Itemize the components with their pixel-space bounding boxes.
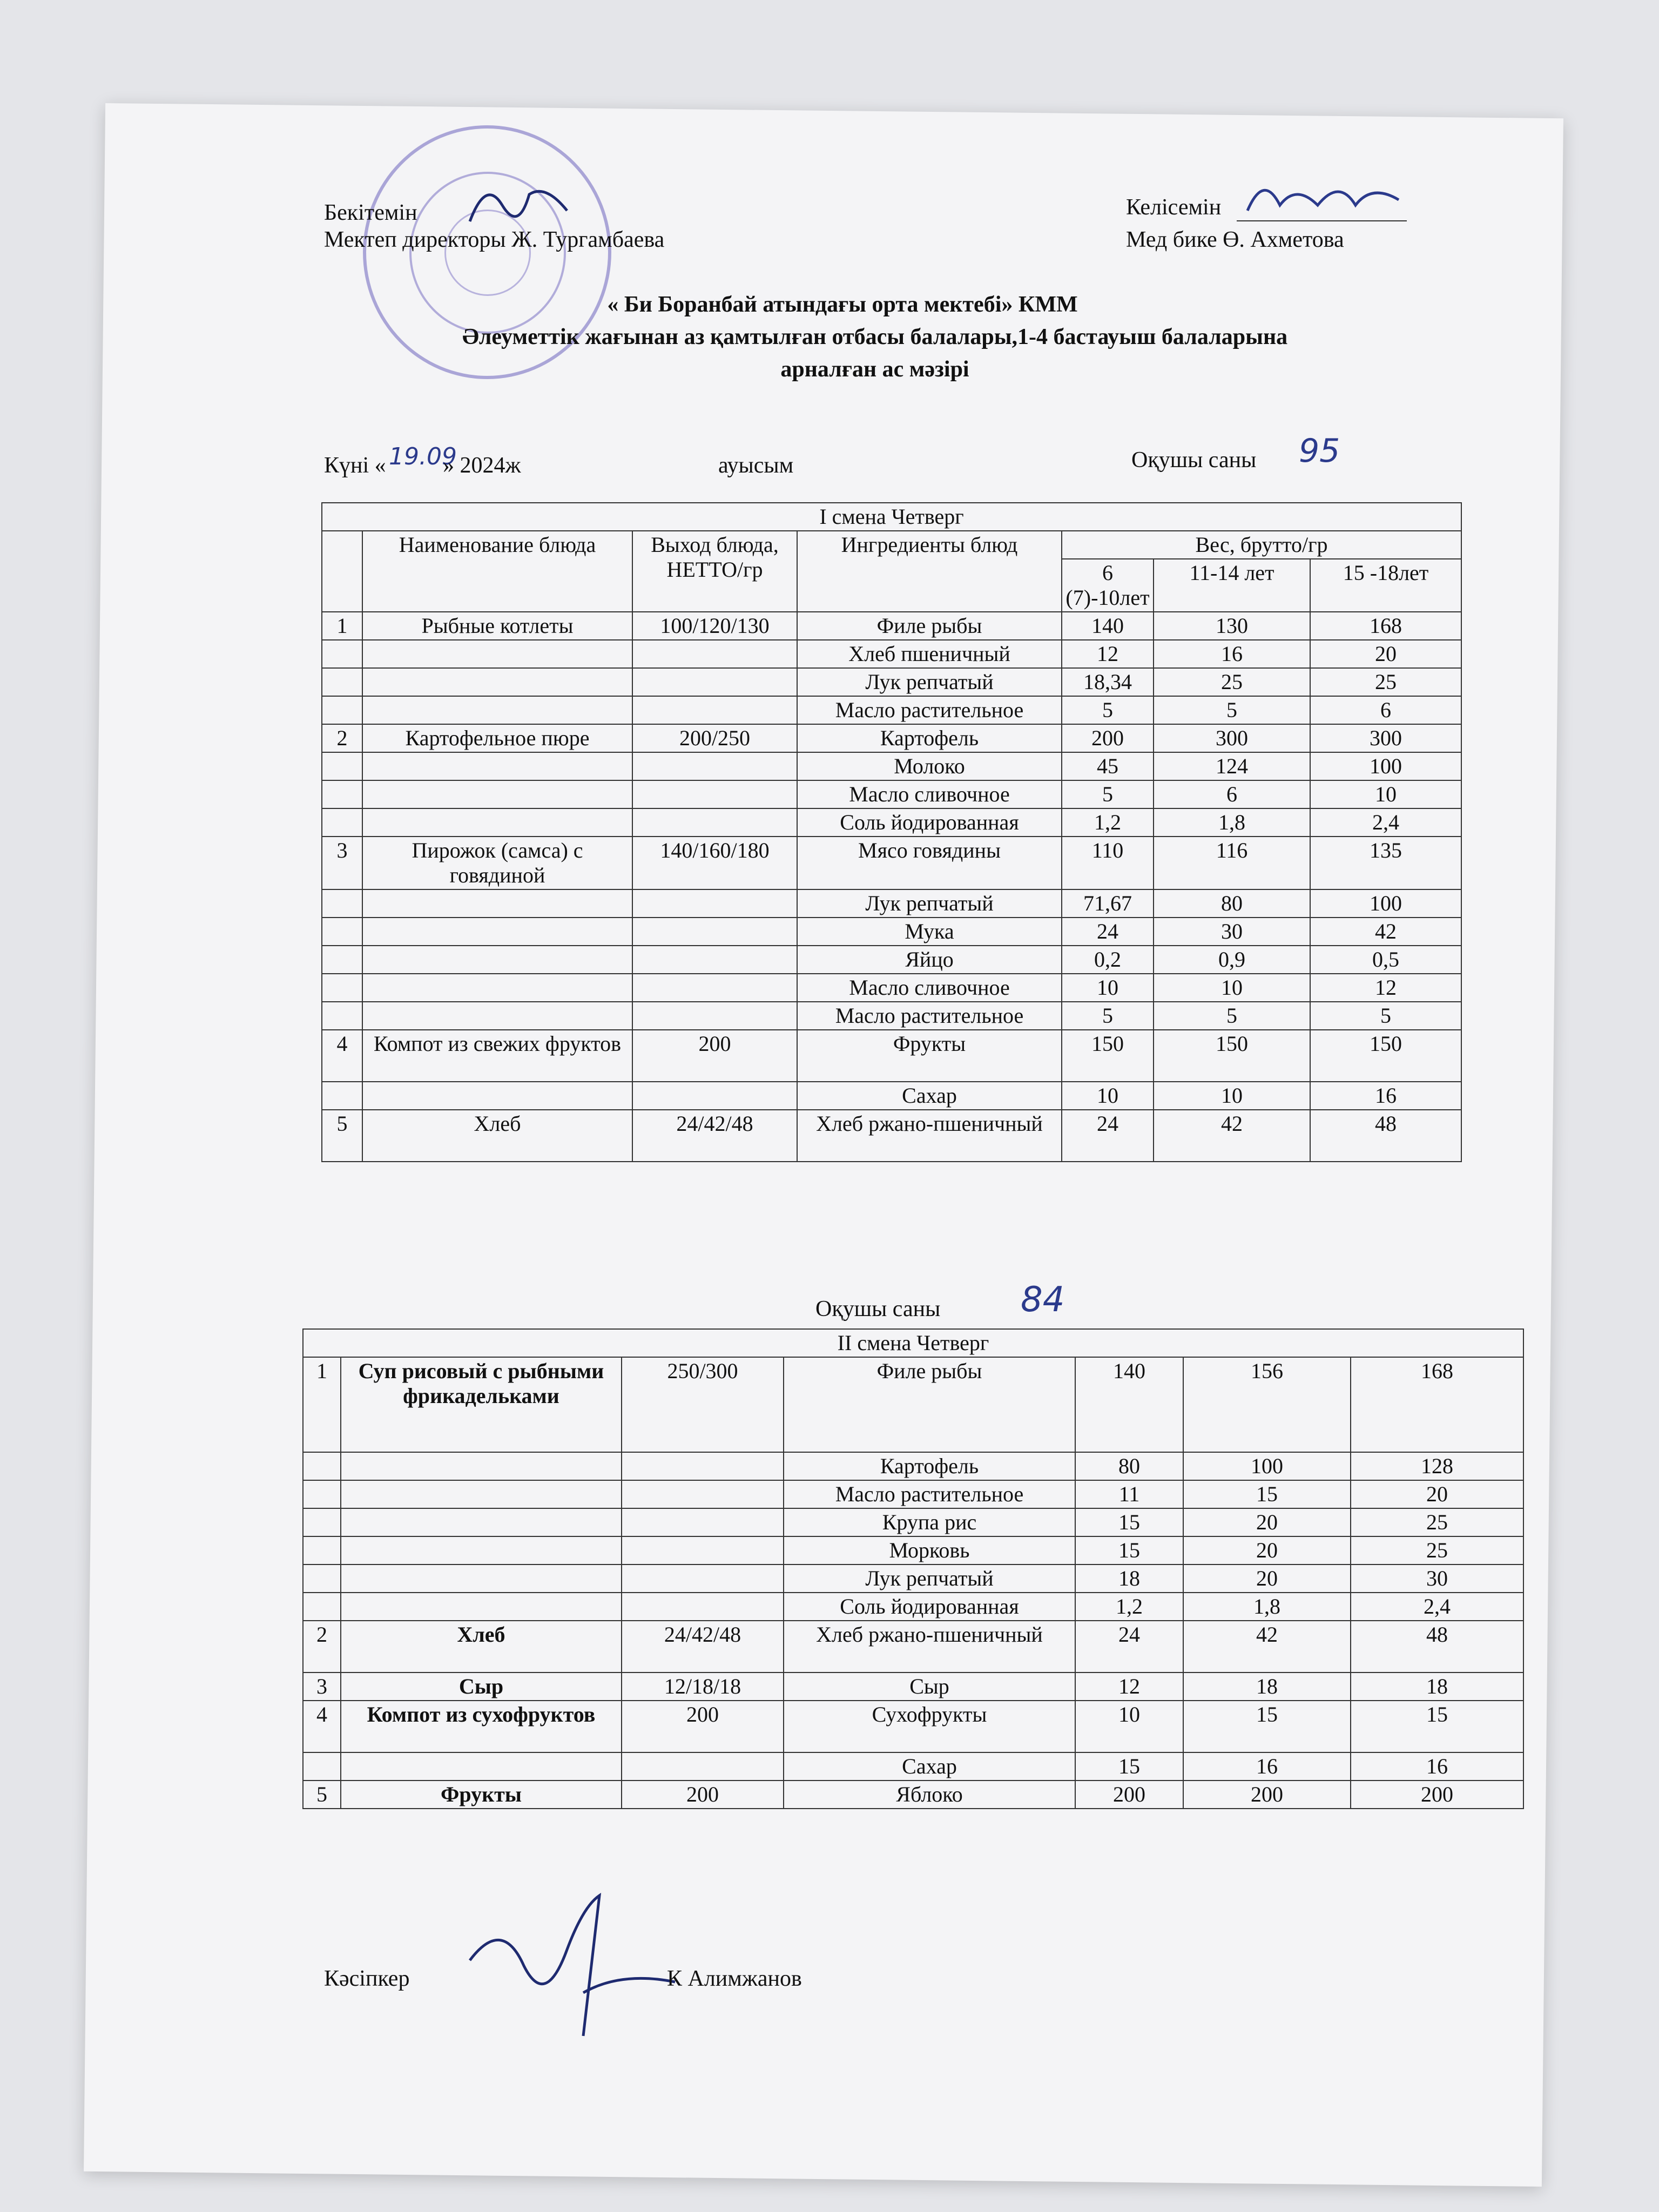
table-row <box>322 640 1461 668</box>
header-dish: Наименование блюда <box>362 531 632 612</box>
dish-name: Компот из сухофруктов <box>341 1701 622 1752</box>
date-suffix: » 2024ж <box>443 453 521 478</box>
weight-age3: 168 <box>1310 612 1461 640</box>
weight-age2: 130 <box>1154 612 1310 640</box>
row-number: 2 <box>322 724 362 752</box>
row-number <box>303 1536 341 1564</box>
ingredient-name: Яйцо <box>797 946 1062 974</box>
ingredient-name: Молоко <box>797 752 1062 780</box>
ingredient-name: Лук репчатый <box>784 1564 1075 1593</box>
dish-name <box>362 640 632 668</box>
table-row <box>303 1564 1523 1593</box>
dish-output: 12/18/18 <box>622 1673 784 1701</box>
dish-name: Сыр <box>341 1673 622 1701</box>
weight-age1: 1,2 <box>1062 808 1154 837</box>
row-number <box>303 1452 341 1480</box>
ingredient-name: Мясо говядины <box>797 837 1062 889</box>
ingredient-name: Сахар <box>797 1082 1062 1110</box>
weight-age3: 30 <box>1351 1564 1523 1593</box>
table-row <box>322 780 1461 808</box>
weight-age2: 124 <box>1154 752 1310 780</box>
nurse-signature <box>1242 162 1404 221</box>
ingredient-name: Сыр <box>784 1673 1075 1701</box>
weight-age3: 20 <box>1310 640 1461 668</box>
row-number <box>322 780 362 808</box>
dish-output: 200 <box>622 1781 784 1809</box>
agree-signature-line <box>1237 220 1407 221</box>
weight-age3: 25 <box>1351 1508 1523 1536</box>
ingredient-name: Лук репчатый <box>797 889 1062 918</box>
ingredient-name: Масло растительное <box>797 1002 1062 1030</box>
weight-age1: 5 <box>1062 1002 1154 1030</box>
row-number <box>322 889 362 918</box>
weight-age2: 18 <box>1183 1673 1351 1701</box>
weight-age2: 25 <box>1154 668 1310 696</box>
weight-age2: 80 <box>1154 889 1310 918</box>
weight-age1: 110 <box>1062 837 1154 889</box>
row-number: 3 <box>303 1673 341 1701</box>
dish-name <box>362 808 632 837</box>
ingredient-name: Масло сливочное <box>797 780 1062 808</box>
weight-age1: 12 <box>1062 640 1154 668</box>
weight-age1: 10 <box>1062 974 1154 1002</box>
dish-name <box>362 668 632 696</box>
dish-name <box>362 1002 632 1030</box>
weight-age1: 80 <box>1075 1452 1183 1480</box>
dish-output <box>632 1002 797 1030</box>
row-number: 4 <box>322 1030 362 1082</box>
table-row <box>322 696 1461 724</box>
weight-age1: 24 <box>1075 1621 1183 1673</box>
ingredient-name: Сахар <box>784 1752 1075 1781</box>
row-number <box>303 1480 341 1508</box>
weight-age3: 16 <box>1310 1082 1461 1110</box>
table-row <box>303 1701 1523 1752</box>
nurse-line: Мед бике Ө. Ахметова <box>1126 227 1344 252</box>
row-number <box>322 918 362 946</box>
ingredient-name: Масло растительное <box>784 1480 1075 1508</box>
table-row <box>303 1752 1523 1781</box>
dish-output: 250/300 <box>622 1357 784 1452</box>
ingredient-name: Соль йодированная <box>797 808 1062 837</box>
weight-age3: 48 <box>1310 1110 1461 1162</box>
shift1-body <box>322 612 1461 1162</box>
row-number <box>322 1002 362 1030</box>
table-row <box>322 724 1461 752</box>
dish-output <box>622 1593 784 1621</box>
agree-label: Келісемін <box>1126 195 1222 220</box>
header-ingredients: Ингредиенты блюд <box>797 531 1062 612</box>
dish-output <box>632 668 797 696</box>
director-line: Мектеп директоры Ж. Тургамбаева <box>324 227 665 252</box>
weight-age3: 25 <box>1310 668 1461 696</box>
weight-age3: 150 <box>1310 1030 1461 1082</box>
dish-name <box>362 752 632 780</box>
weight-age3: 2,4 <box>1351 1593 1523 1621</box>
dish-output: 200/250 <box>632 724 797 752</box>
dish-output <box>632 696 797 724</box>
weight-age1: 45 <box>1062 752 1154 780</box>
weight-age2: 10 <box>1154 1082 1310 1110</box>
weight-age2: 20 <box>1183 1564 1351 1593</box>
table-row <box>303 1508 1523 1536</box>
students-label-2: Оқушы саны <box>815 1297 941 1321</box>
weight-age2: 1,8 <box>1183 1593 1351 1621</box>
weight-age1: 140 <box>1075 1357 1183 1452</box>
weight-age1: 200 <box>1062 724 1154 752</box>
weight-age3: 16 <box>1351 1752 1523 1781</box>
dish-name: Компот из свежих фруктов <box>362 1030 632 1082</box>
dish-name <box>341 1564 622 1593</box>
table-row <box>322 837 1461 889</box>
row-number <box>303 1508 341 1536</box>
dish-name <box>341 1508 622 1536</box>
table-row <box>303 1536 1523 1564</box>
shift2-body <box>303 1357 1523 1809</box>
table-row <box>322 668 1461 696</box>
weight-age1: 15 <box>1075 1752 1183 1781</box>
dish-name: Рыбные котлеты <box>362 612 632 640</box>
weight-age1: 15 <box>1075 1508 1183 1536</box>
school-name: « Би Боранбай атындағы орта мектебі» КММ <box>607 292 1078 317</box>
shift1-caption: I смена Четверг <box>322 503 1461 531</box>
weight-age2: 5 <box>1154 696 1310 724</box>
weight-age3: 20 <box>1351 1480 1523 1508</box>
weight-age3: 6 <box>1310 696 1461 724</box>
weight-age1: 200 <box>1075 1781 1183 1809</box>
ingredient-name: Хлеб ржано-пшеничный <box>797 1110 1062 1162</box>
weight-age3: 135 <box>1310 837 1461 889</box>
dish-output: 140/160/180 <box>632 837 797 889</box>
students-count-1: 95 <box>1299 432 1340 470</box>
students-count-2: 84 <box>1021 1280 1065 1320</box>
table-row <box>303 1621 1523 1673</box>
dish-name <box>341 1752 622 1781</box>
dish-name <box>341 1593 622 1621</box>
table-row <box>303 1673 1523 1701</box>
row-number: 5 <box>322 1110 362 1162</box>
dish-output <box>632 752 797 780</box>
weight-age3: 0,5 <box>1310 946 1461 974</box>
weight-age3: 15 <box>1351 1701 1523 1752</box>
weight-age1: 12 <box>1075 1673 1183 1701</box>
weight-age3: 300 <box>1310 724 1461 752</box>
dish-output <box>622 1452 784 1480</box>
dish-output: 24/42/48 <box>622 1621 784 1673</box>
table-row <box>322 752 1461 780</box>
dish-output: 200 <box>632 1030 797 1082</box>
weight-age1: 18,34 <box>1062 668 1154 696</box>
dish-output <box>632 780 797 808</box>
weight-age2: 150 <box>1154 1030 1310 1082</box>
dish-output <box>622 1508 784 1536</box>
weight-age2: 200 <box>1183 1781 1351 1809</box>
dish-name <box>362 780 632 808</box>
row-number: 2 <box>303 1621 341 1673</box>
weight-age2: 116 <box>1154 837 1310 889</box>
header-num <box>322 531 362 612</box>
weight-age2: 16 <box>1154 640 1310 668</box>
dish-output <box>632 918 797 946</box>
row-number: 5 <box>303 1781 341 1809</box>
ingredient-name: Хлеб ржано-пшеничный <box>784 1621 1075 1673</box>
weight-age3: 200 <box>1351 1781 1523 1809</box>
approve-label: Бекітемін <box>324 200 417 225</box>
weight-age3: 100 <box>1310 752 1461 780</box>
table-row <box>303 1480 1523 1508</box>
weight-age2: 300 <box>1154 724 1310 752</box>
ingredient-name: Масло сливочное <box>797 974 1062 1002</box>
dish-output <box>632 640 797 668</box>
header-age2: 11-14 лет <box>1154 559 1310 612</box>
weight-age1: 15 <box>1075 1536 1183 1564</box>
table-row <box>322 918 1461 946</box>
entrepreneur-signature <box>459 1885 686 2041</box>
row-number: 4 <box>303 1701 341 1752</box>
dish-output <box>632 974 797 1002</box>
dish-name <box>341 1480 622 1508</box>
weight-age2: 20 <box>1183 1508 1351 1536</box>
table-row <box>303 1593 1523 1621</box>
row-number <box>322 808 362 837</box>
weight-age1: 5 <box>1062 780 1154 808</box>
ingredient-name: Мука <box>797 918 1062 946</box>
ingredient-name: Масло растительное <box>797 696 1062 724</box>
row-number: 3 <box>322 837 362 889</box>
dish-name <box>362 918 632 946</box>
dish-output <box>622 1564 784 1593</box>
weight-age2: 6 <box>1154 780 1310 808</box>
dish-name <box>341 1536 622 1564</box>
header-age1: 6 (7)-10лет <box>1062 559 1154 612</box>
dish-name <box>362 946 632 974</box>
dish-output: 200 <box>622 1701 784 1752</box>
weight-age3: 18 <box>1351 1673 1523 1701</box>
dish-output <box>622 1752 784 1781</box>
header-output: Выход блюда, НЕТТО/гр <box>632 531 797 612</box>
weight-age3: 12 <box>1310 974 1461 1002</box>
table-row <box>303 1452 1523 1480</box>
table-row <box>322 808 1461 837</box>
dish-output <box>632 808 797 837</box>
dish-output <box>632 946 797 974</box>
dish-name: Пирожок (самса) с говядиной <box>362 837 632 889</box>
ingredient-name: Филе рыбы <box>797 612 1062 640</box>
dish-output: 100/120/130 <box>632 612 797 640</box>
shift2-table <box>302 1328 1524 1809</box>
row-number <box>322 752 362 780</box>
weight-age1: 24 <box>1062 1110 1154 1162</box>
weight-age1: 1,2 <box>1075 1593 1183 1621</box>
weight-age3: 168 <box>1351 1357 1523 1452</box>
table-row <box>322 1030 1461 1082</box>
dish-output <box>632 889 797 918</box>
ingredient-name: Филе рыбы <box>784 1357 1075 1452</box>
row-number <box>322 974 362 1002</box>
date-handwritten: 19.09 <box>389 443 457 470</box>
row-number: 1 <box>322 612 362 640</box>
weight-age2: 42 <box>1154 1110 1310 1162</box>
row-number <box>322 946 362 974</box>
dish-name <box>362 696 632 724</box>
students-label-1: Оқушы саны <box>1131 448 1257 473</box>
weight-age3: 128 <box>1351 1452 1523 1480</box>
dish-name: Суп рисовый с рыбными фрикадельками <box>341 1357 622 1452</box>
row-number <box>322 1082 362 1110</box>
table-row <box>322 612 1461 640</box>
dish-output: 24/42/48 <box>632 1110 797 1162</box>
table-row <box>303 1781 1523 1809</box>
ingredient-name: Яблоко <box>784 1781 1075 1809</box>
dish-output <box>622 1536 784 1564</box>
weight-age3: 25 <box>1351 1536 1523 1564</box>
weight-age2: 156 <box>1183 1357 1351 1452</box>
dish-name <box>362 1082 632 1110</box>
ingredient-name: Соль йодированная <box>784 1593 1075 1621</box>
ingredient-name: Морковь <box>784 1536 1075 1564</box>
ingredient-name: Фрукты <box>797 1030 1062 1082</box>
director-signature <box>464 173 572 232</box>
table-row <box>322 1082 1461 1110</box>
weight-age2: 5 <box>1154 1002 1310 1030</box>
date-prefix: Күні « <box>324 453 386 478</box>
dish-name <box>362 889 632 918</box>
weight-age2: 0,9 <box>1154 946 1310 974</box>
ingredient-name: Хлеб пшеничный <box>797 640 1062 668</box>
table-row <box>322 889 1461 918</box>
row-number <box>322 640 362 668</box>
row-number <box>322 668 362 696</box>
weight-age2: 15 <box>1183 1480 1351 1508</box>
table-row <box>322 1002 1461 1030</box>
entrepreneur-name: К Алимжанов <box>667 1966 802 1991</box>
ingredient-name: Картофель <box>784 1452 1075 1480</box>
ingredient-name: Лук репчатый <box>797 668 1062 696</box>
weight-age1: 71,67 <box>1062 889 1154 918</box>
ingredient-name: Картофель <box>797 724 1062 752</box>
row-number: 1 <box>303 1357 341 1452</box>
dish-name: Картофельное пюре <box>362 724 632 752</box>
table-row <box>322 1110 1461 1162</box>
shift1-table <box>321 502 1462 1162</box>
weight-age1: 11 <box>1075 1480 1183 1508</box>
menu-title-line1: Әлеуметтік жағынан аз қамтылған отбасы балалары,1-4 бастауыш балаларына <box>462 325 1288 349</box>
ingredient-name: Сухофрукты <box>784 1701 1075 1752</box>
row-number <box>322 696 362 724</box>
weight-age3: 100 <box>1310 889 1461 918</box>
dish-name: Хлеб <box>341 1621 622 1673</box>
weight-age3: 2,4 <box>1310 808 1461 837</box>
table-row <box>322 974 1461 1002</box>
weight-age1: 10 <box>1062 1082 1154 1110</box>
table-row <box>303 1357 1523 1452</box>
dish-name: Фрукты <box>341 1781 622 1809</box>
dish-output <box>632 1082 797 1110</box>
weight-age2: 20 <box>1183 1536 1351 1564</box>
dish-name: Хлеб <box>362 1110 632 1162</box>
weight-age2: 10 <box>1154 974 1310 1002</box>
weight-age3: 10 <box>1310 780 1461 808</box>
weight-age1: 18 <box>1075 1564 1183 1593</box>
entrepreneur-label: Кәсіпкер <box>324 1966 410 1991</box>
weight-age2: 1,8 <box>1154 808 1310 837</box>
dish-name <box>362 974 632 1002</box>
ingredient-name: Крупа рис <box>784 1508 1075 1536</box>
weight-age2: 30 <box>1154 918 1310 946</box>
row-number <box>303 1564 341 1593</box>
weight-age1: 140 <box>1062 612 1154 640</box>
weight-age1: 10 <box>1075 1701 1183 1752</box>
weight-age2: 16 <box>1183 1752 1351 1781</box>
row-number <box>303 1593 341 1621</box>
weight-age1: 150 <box>1062 1030 1154 1082</box>
weight-age3: 5 <box>1310 1002 1461 1030</box>
shift2-caption: II смена Четверг <box>303 1329 1523 1357</box>
weight-age2: 42 <box>1183 1621 1351 1673</box>
row-number <box>303 1752 341 1781</box>
weight-age1: 5 <box>1062 696 1154 724</box>
weight-age1: 24 <box>1062 918 1154 946</box>
dish-name <box>341 1452 622 1480</box>
weight-age3: 48 <box>1351 1621 1523 1673</box>
shift-label: ауысым <box>718 453 794 478</box>
weight-age2: 15 <box>1183 1701 1351 1752</box>
header-age3: 15 -18лет <box>1310 559 1461 612</box>
weight-age1: 0,2 <box>1062 946 1154 974</box>
menu-title-line2: арналған ас мәзірі <box>780 357 969 382</box>
table-row <box>322 946 1461 974</box>
weight-age2: 100 <box>1183 1452 1351 1480</box>
header-weight: Вес, брутто/гр <box>1062 531 1461 559</box>
dish-output <box>622 1480 784 1508</box>
weight-age3: 42 <box>1310 918 1461 946</box>
